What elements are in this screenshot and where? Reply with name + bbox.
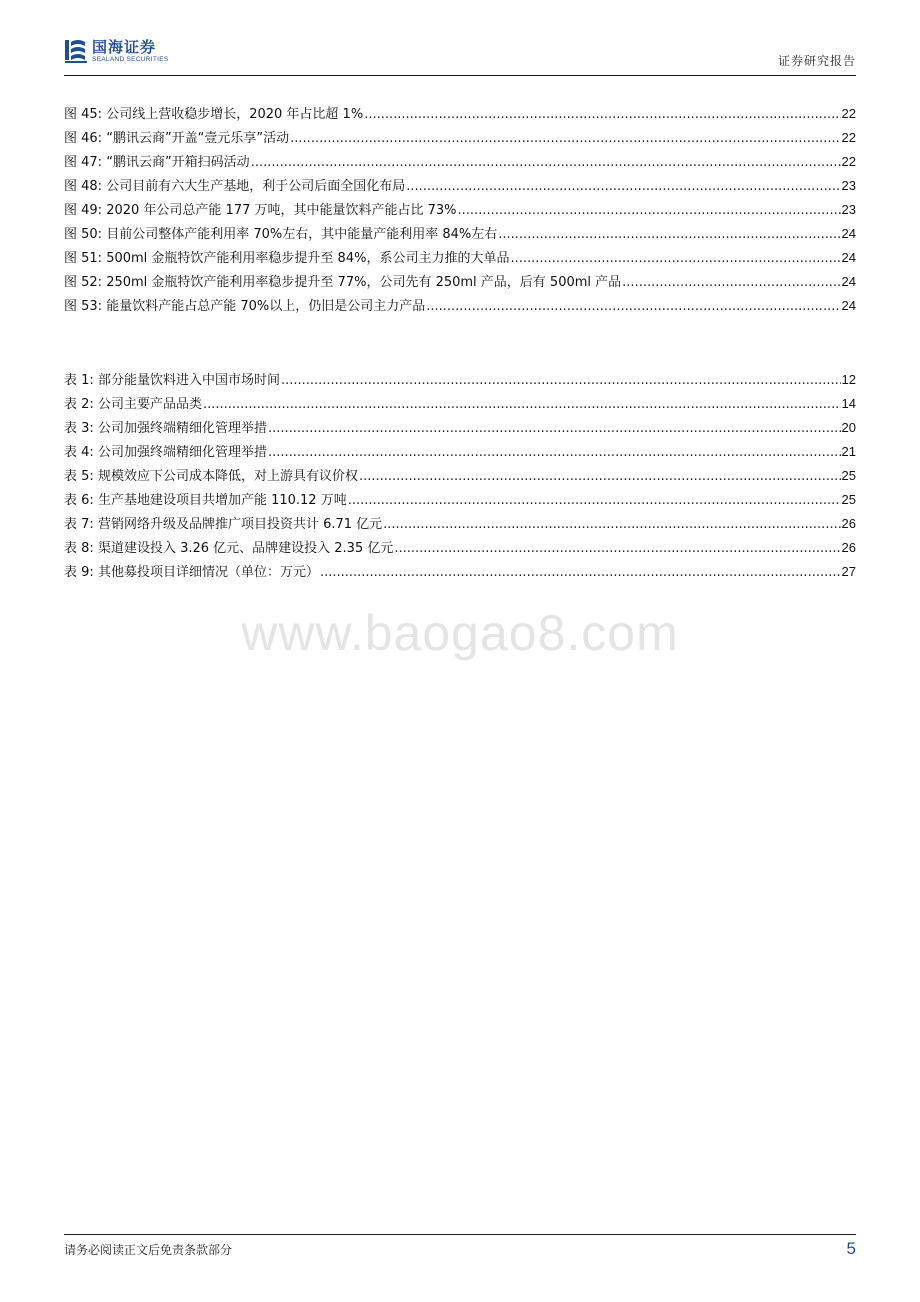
dot-leader	[510, 247, 840, 271]
toc-row[interactable]	[64, 416, 856, 440]
toc-page: 21	[841, 444, 856, 459]
toc-row[interactable]	[64, 174, 856, 198]
toc-label: 表 6:	[64, 493, 94, 508]
toc-title: 规模效应下公司成本降低，对上游具有议价权	[97, 469, 358, 484]
dot-leader	[268, 441, 841, 465]
toc-page: 20	[841, 420, 856, 435]
toc-page: 25	[841, 492, 856, 507]
dot-leader	[383, 513, 840, 537]
dot-leader	[622, 271, 840, 295]
toc-page: 25	[841, 468, 856, 483]
logo-chinese-name: 国海证券	[92, 38, 157, 56]
toc-title: “鹏讯云商”开盖“壹元乐享”活动	[106, 131, 290, 146]
dot-leader	[498, 223, 840, 247]
disclaimer-note: 请务必阅读正文后免责条款部分	[64, 1243, 233, 1257]
toc-label: 图 47:	[64, 155, 103, 170]
dot-leader	[426, 295, 840, 319]
toc-title: 公司目前有六大生产基地，利于公司后面全国化布局	[106, 179, 406, 194]
company-logo	[64, 38, 169, 64]
toc-page: 24	[841, 274, 856, 289]
toc-title: 公司线上营收稳步增长，2020 年占比超 1%	[106, 107, 364, 122]
toc-page: 23	[841, 178, 856, 193]
report-type: 证券研究报告	[777, 54, 856, 68]
toc-label: 图 48:	[64, 179, 103, 194]
logo-english-name: SEALAND SECURITIES	[92, 56, 169, 63]
toc-page: 22	[841, 106, 856, 121]
toc-row[interactable]	[64, 198, 856, 222]
toc-row[interactable]	[64, 560, 856, 584]
dot-leader	[458, 199, 841, 223]
toc-label: 图 52:	[64, 275, 103, 290]
page-number: 5	[846, 1239, 856, 1258]
toc-row[interactable]	[64, 536, 856, 560]
toc-title: 2020 年公司总产能 177 万吨，其中能量饮料产能占比 73%	[106, 203, 457, 218]
dot-leader	[251, 151, 841, 175]
toc-page: 26	[841, 540, 856, 555]
figure-list	[64, 102, 856, 318]
toc-label: 图 49:	[64, 203, 103, 218]
dot-leader	[320, 561, 841, 585]
dot-leader	[281, 369, 841, 393]
dot-leader	[359, 465, 841, 489]
toc-label: 图 51:	[64, 251, 103, 266]
toc-label: 表 4:	[64, 445, 94, 460]
toc-title: 渠道建设投入 3.26 亿元、品牌建设投入 2.35 亿元	[97, 541, 394, 556]
toc-row[interactable]	[64, 392, 856, 416]
toc-title: 能量饮料产能占总产能 70%以上，仍旧是公司主力产品	[106, 299, 426, 314]
toc-label: 图 45:	[64, 107, 103, 122]
toc-page: 22	[841, 154, 856, 169]
dot-leader	[364, 103, 840, 127]
toc-row[interactable]	[64, 488, 856, 512]
toc-row[interactable]	[64, 368, 856, 392]
toc-row[interactable]	[64, 440, 856, 464]
toc-title: 部分能量饮料进入中国市场时间	[97, 373, 280, 388]
toc-page: 24	[841, 298, 856, 313]
toc-title: 公司主要产品品类	[97, 397, 202, 412]
toc-title: 250ml 金瓶特饮产能利用率稳步提升至 77%，公司先有 250ml 产品，后有 500ml 产品	[106, 275, 622, 290]
dot-leader	[203, 393, 841, 417]
toc-label: 表 5:	[64, 469, 94, 484]
toc-title: 公司加强终端精细化管理举措	[97, 421, 267, 436]
toc-row[interactable]	[64, 512, 856, 536]
toc-label: 表 1:	[64, 373, 94, 388]
dot-leader	[268, 417, 841, 441]
toc-page: 24	[841, 250, 856, 265]
toc-label: 表 7:	[64, 517, 94, 532]
toc-page: 12	[841, 372, 856, 387]
page-header	[64, 36, 856, 76]
toc-label: 表 8:	[64, 541, 94, 556]
toc-row[interactable]	[64, 246, 856, 270]
toc-title: 其他募投项目详细情况（单位：万元）	[97, 565, 319, 580]
toc-title: “鹏讯云商”开箱扫码活动	[106, 155, 250, 170]
toc-title: 营销网络升级及品牌推广项目投资共计 6.71 亿元	[97, 517, 383, 532]
sealand-logo-icon	[64, 38, 88, 64]
toc-title: 500ml 金瓶特饮产能利用率稳步提升至 84%，系公司主力推的大单品	[106, 251, 510, 266]
toc-label: 图 50:	[64, 227, 103, 242]
dot-leader	[290, 127, 840, 151]
toc-page: 22	[841, 130, 856, 145]
toc-label: 表 3:	[64, 421, 94, 436]
page-footer	[64, 1234, 856, 1264]
toc-title: 公司加强终端精细化管理举措	[97, 445, 267, 460]
dot-leader	[394, 537, 840, 561]
toc-row[interactable]	[64, 464, 856, 488]
toc-row[interactable]	[64, 222, 856, 246]
toc-page: 26	[841, 516, 856, 531]
toc-label: 图 46:	[64, 131, 103, 146]
toc-page: 23	[841, 202, 856, 217]
watermark: www.baogao8.com	[241, 605, 679, 661]
toc-row[interactable]	[64, 270, 856, 294]
toc-page: 14	[841, 396, 856, 411]
toc-row[interactable]	[64, 126, 856, 150]
toc-page: 27	[841, 564, 856, 579]
table-list	[64, 368, 856, 584]
toc-title: 目前公司整体产能利用率 70%左右，其中能量产能利用率 84%左右	[106, 227, 498, 242]
toc-title: 生产基地建设项目共增加产能 110.12 万吨	[97, 493, 347, 508]
toc-page: 24	[841, 226, 856, 241]
toc-row[interactable]	[64, 102, 856, 126]
toc-label: 表 9:	[64, 565, 94, 580]
toc-row[interactable]	[64, 294, 856, 318]
toc-label: 图 53:	[64, 299, 103, 314]
dot-leader	[348, 489, 841, 513]
toc-row[interactable]	[64, 150, 856, 174]
dot-leader	[406, 175, 840, 199]
toc-label: 表 2:	[64, 397, 94, 412]
